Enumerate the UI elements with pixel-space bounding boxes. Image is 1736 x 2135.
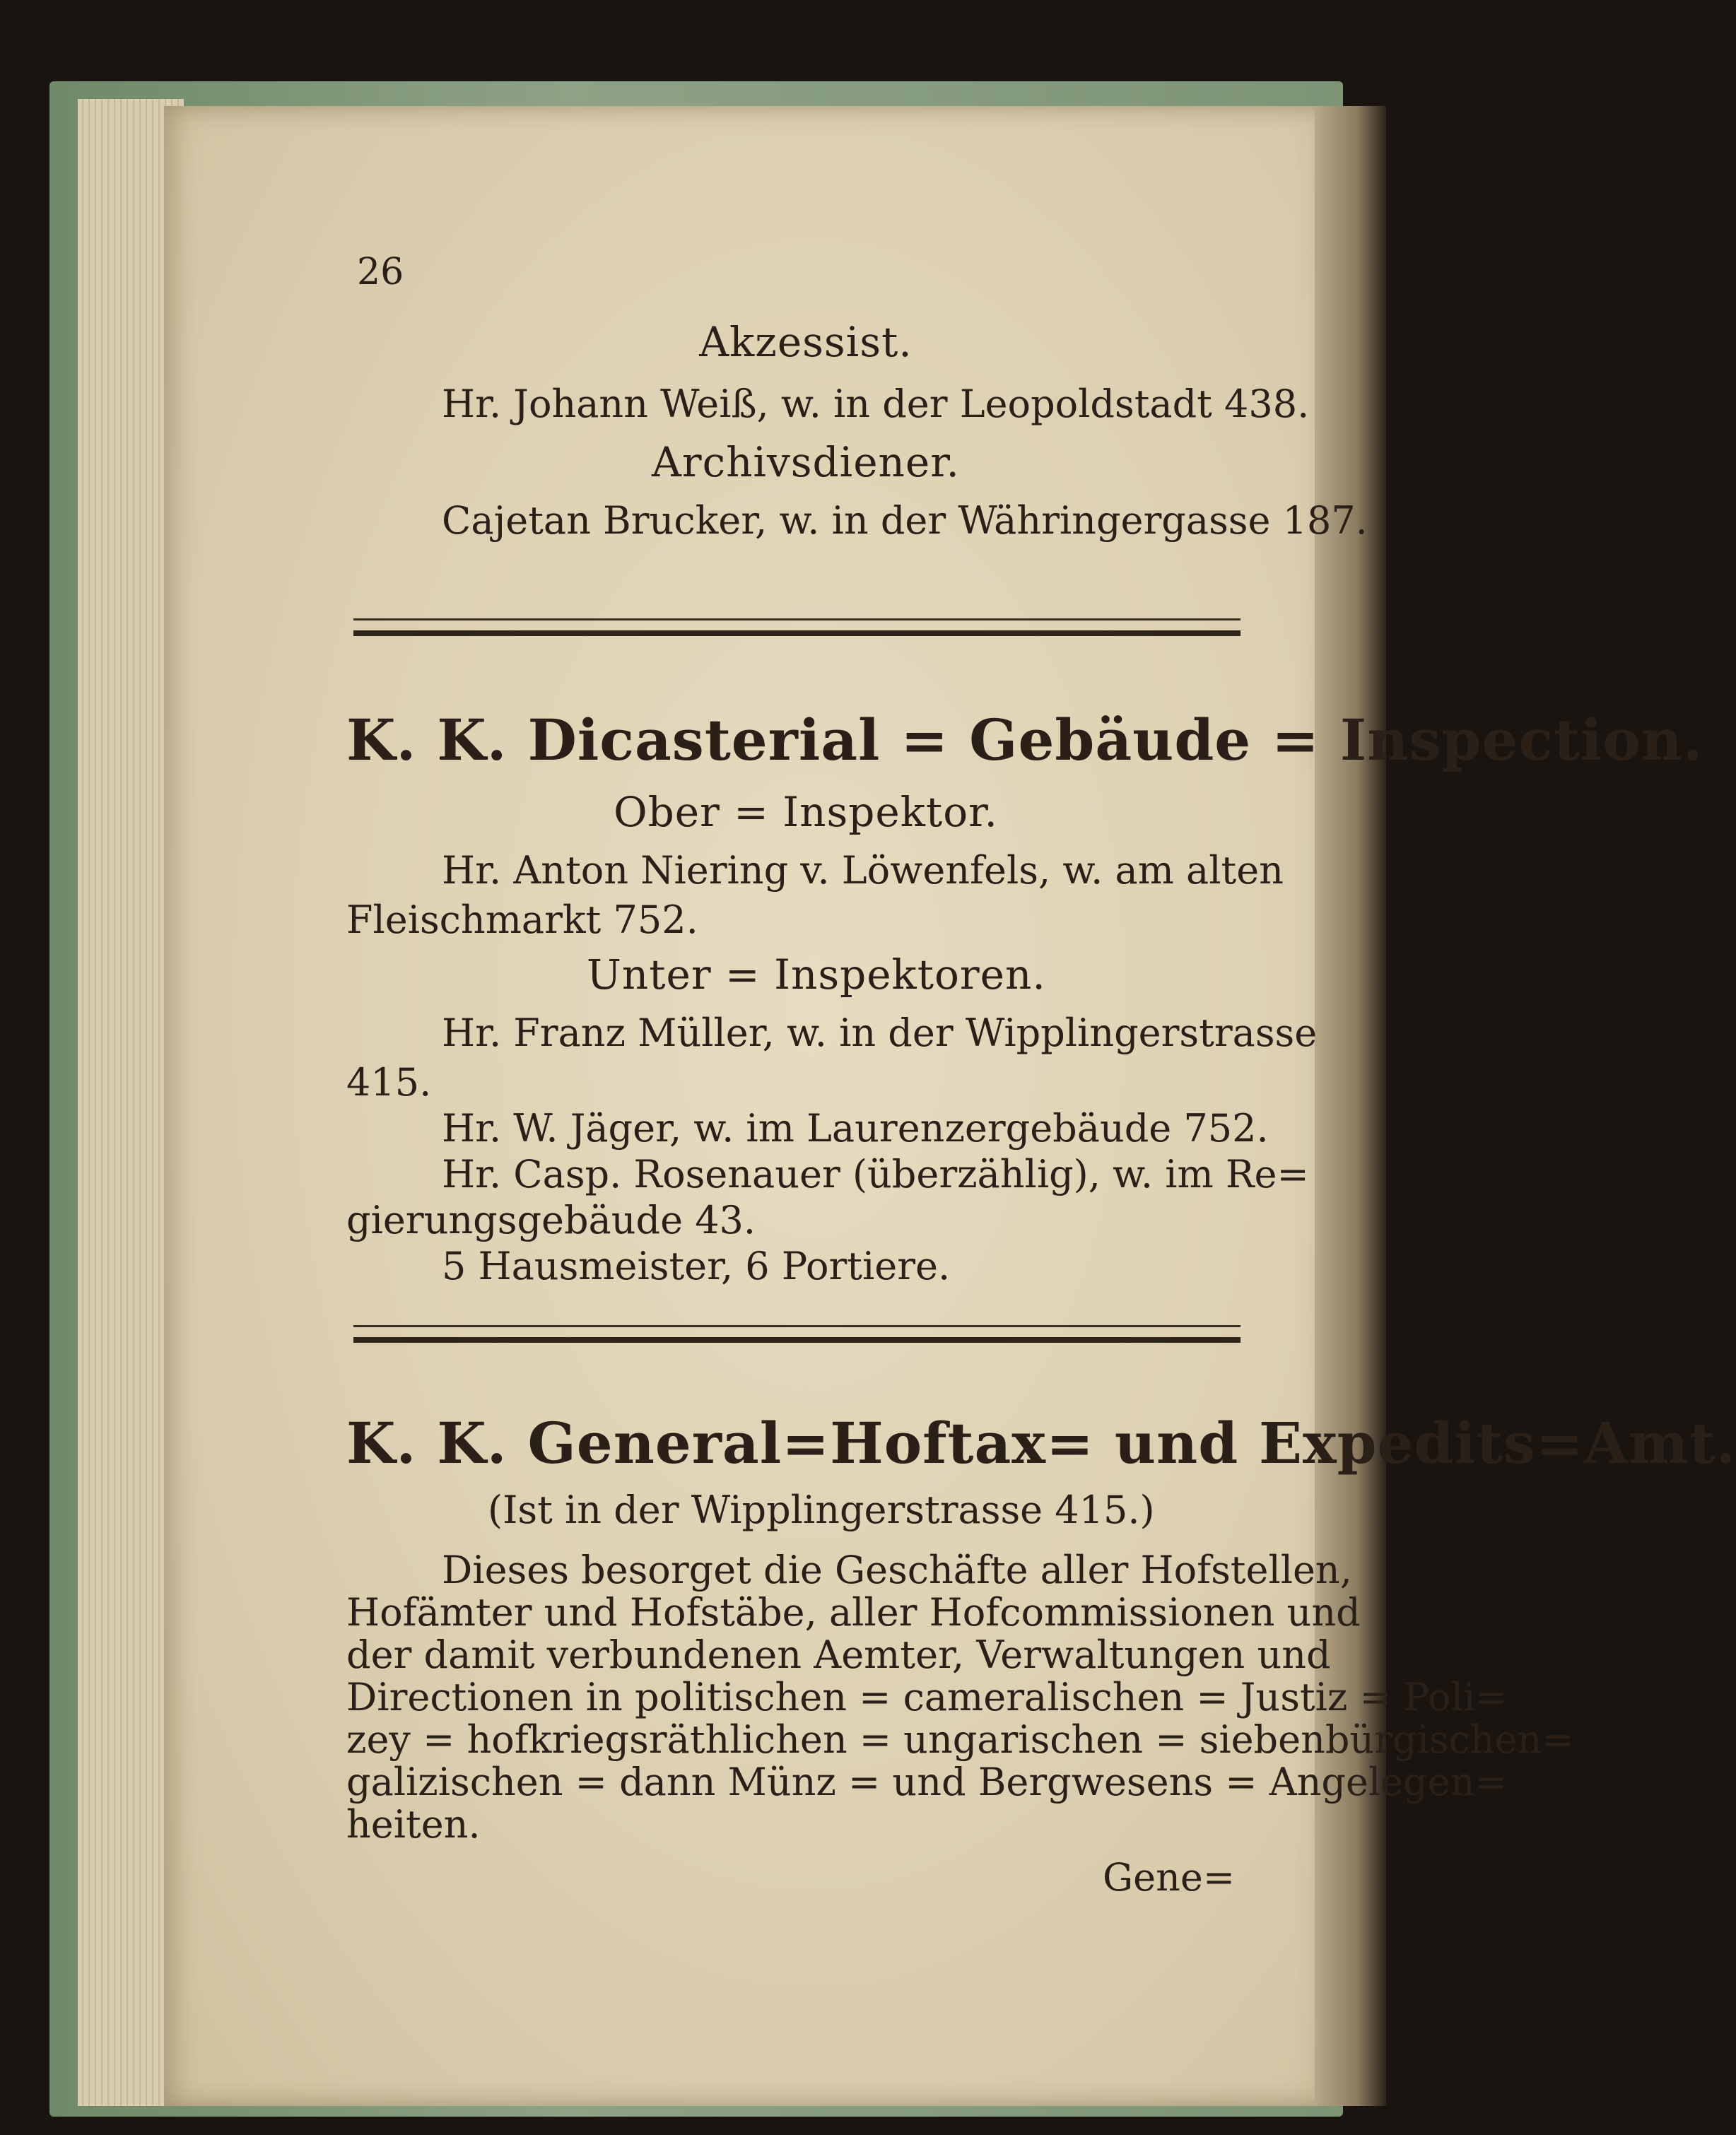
paragraph-line: Directionen in politischen = cameralischen = Justiz = Poli= xyxy=(346,1675,1508,1719)
entry-line: Hr. W. Jäger, w. im Laurenzergebäude 752. xyxy=(442,1106,1269,1151)
entry-line: Cajetan Brucker, w. in der Währingergasse 187. xyxy=(442,498,1368,543)
entry-line: Fleischmarkt 752. xyxy=(346,898,698,942)
subheading: (Ist in der Wipplingerstrasse 415.) xyxy=(488,1488,1155,1532)
paragraph-line: Dieses besorget die Geschäfte aller Hofstellen, xyxy=(442,1548,1352,1592)
paragraph-line: der damit verbundenen Aemter, Verwaltungen und xyxy=(346,1633,1331,1677)
entry-line: gierungsgebäude 43. xyxy=(346,1198,756,1242)
entry-line: Hr. Franz Müller, w. in der Wipplingerstrasse xyxy=(442,1011,1318,1055)
entry-line: 415. xyxy=(346,1060,432,1105)
section-title: K. K. Dicasterial = Gebäude = Inspection. xyxy=(346,707,1703,773)
paragraph-line: galizischen = dann Münz = und Bergwesens = Angelegen= xyxy=(346,1760,1507,1804)
section-title: K. K. General=Hoftax= und Expedits=Amt. xyxy=(346,1410,1736,1476)
heading-archivsdiener: Archivsdiener. xyxy=(651,438,960,486)
page-number: 26 xyxy=(357,251,404,293)
entry-line: Hr. Johann Weiß, w. in der Leopoldstadt 438. xyxy=(442,382,1310,426)
entry-line: Hr. Anton Niering v. Löwenfels, w. am alten xyxy=(442,848,1284,893)
section-divider xyxy=(353,1325,1241,1343)
heading-akzessist: Akzessist. xyxy=(699,318,913,366)
catchword: Gene= xyxy=(1103,1855,1236,1900)
section-divider xyxy=(353,618,1241,636)
entry-line: 5 Hausmeister, 6 Portiere. xyxy=(442,1244,951,1288)
paragraph-line: zey = hofkriegsräthlichen = ungarischen = siebenbürgischen= xyxy=(346,1717,1574,1762)
entry-line: Hr. Casp. Rosenauer (überzählig), w. im Re= xyxy=(442,1152,1309,1196)
paragraph-line: heiten. xyxy=(346,1802,481,1847)
paragraph-line: Hofämter und Hofstäbe, aller Hofcommissionen und xyxy=(346,1590,1361,1635)
subheading: Unter = Inspektoren. xyxy=(587,951,1046,999)
subheading: Ober = Inspektor. xyxy=(614,788,998,836)
